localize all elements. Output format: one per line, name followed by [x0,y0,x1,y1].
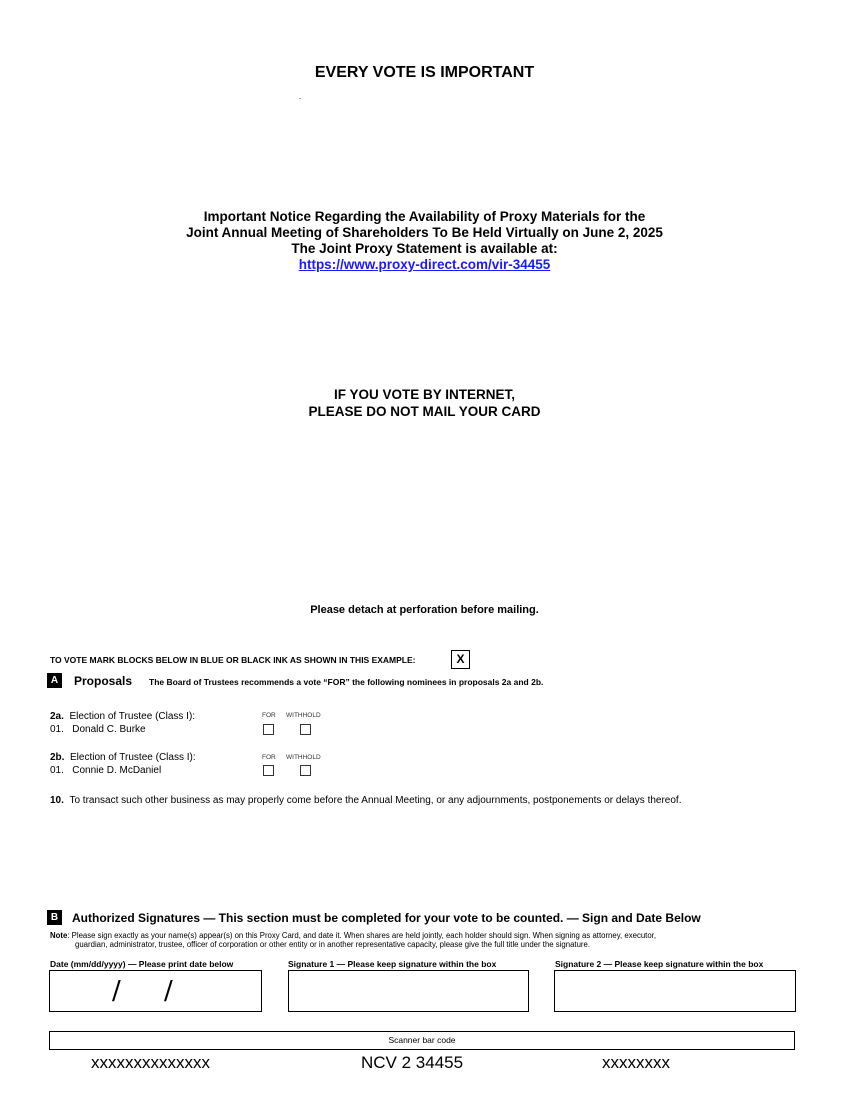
code-center: NCV 2 34455 [361,1053,464,1072]
proposal-2a-number: 2a. [50,711,64,722]
internet-line-1: IF YOU VOTE BY INTERNET, [333,387,516,402]
scanner-bar-code: Scanner bar code [49,1031,795,1050]
page-title: EVERY VOTE IS IMPORTANT [314,64,535,81]
signature-2-label: Signature 2 — Please keep signature within the box [555,959,764,969]
proposal-2a-withhold-checkbox[interactable] [300,724,311,735]
signature-1-box[interactable] [288,970,529,1012]
proposal-10-number: 10. [50,795,64,806]
signatures-title: Authorized Signatures — This section must be completed for your vote to be counted. — Sign and Date Below [72,911,701,925]
proposals-subtitle: The Board of Trustees recommends a vote “FOR” the following nominees in proposals 2a and 2b. [149,677,544,687]
proposals-title: Proposals [74,674,133,688]
code-left: xxxxxxxxxxxxxx [91,1053,210,1072]
proxy-statement-link[interactable]: https://www.proxy-direct.com/vir-34455 [298,257,551,272]
proposal-2a-nominee-number: 01. [50,724,64,735]
proposal-2b-nominee: Connie D. McDaniel [72,765,162,776]
example-mark-box: X [451,650,470,669]
notice-line-3: The Joint Proxy Statement is available at: [291,241,558,256]
proxy-notice [0,209,849,273]
proposal-2b-nominee-number: 01. [50,765,64,776]
proposal-2b-for-label: FOR [262,754,276,761]
notice-line-2: Joint Annual Meeting of Shareholders To Be Held Virtually on June 2, 2025 [186,225,663,240]
date-separator-2: / [164,976,173,1006]
section-a-badge: A [47,673,62,688]
proposal-2b-withhold-label: WITHHOLD [286,754,321,761]
proposal-2b-description: Election of Trustee (Class I): [70,752,196,763]
date-input-box[interactable] [49,970,262,1012]
proposal-2a-nominee: Donald C. Burke [72,724,146,735]
proposal-2b-number: 2b. [50,752,65,763]
proposal-2a-for-checkbox[interactable] [263,724,274,735]
proposal-2a-description: Election of Trustee (Class I): [69,711,196,722]
signature-1-label: Signature 1 — Please keep signature within the box [288,959,497,969]
detach-instruction: Please detach at perforation before mailing. [310,604,539,616]
proposal-2b-withhold-checkbox[interactable] [300,765,311,776]
proposal-2a-for-label: FOR [262,712,276,719]
proposal-2a [50,710,195,736]
code-right: xxxxxxxx [602,1053,670,1072]
proposal-2b-for-checkbox[interactable] [263,765,274,776]
note-text-2: guardian, administrator, trustee, officer of corporation or other entity or in another representative capacity, please give the full title under the signature. [75,940,591,949]
note-label: Note [50,931,68,940]
signature-2-box[interactable] [554,970,796,1012]
note-text-1: : Please sign exactly as your name(s) appear(s) on this Proxy Card, and date it. When shares are held jointly, each holder should sign. When signing as attorney, executor, [67,931,657,940]
proposal-2b [50,751,196,777]
proposal-10 [50,794,681,807]
notice-line-1: Important Notice Regarding the Availability of Proxy Materials for the [203,209,646,224]
proposal-10-text: To transact such other business as may properly come before the Annual Meeting, or any adjournments, postponements or delays thereof. [69,795,682,806]
internet-line-2: PLEASE DO NOT MAIL YOUR CARD [308,404,541,419]
internet-warning [0,386,849,420]
proposal-2a-withhold-label: WITHHOLD [286,712,321,719]
stray-dot: . [299,92,302,101]
date-label: Date (mm/dd/yyyy) — Please print date below [50,959,234,969]
vote-example-text: TO VOTE MARK BLOCKS BELOW IN BLUE OR BLACK INK AS SHOWN IN THIS EXAMPLE: [50,655,416,665]
date-separator-1: / [112,976,121,1006]
signature-note [50,931,790,949]
section-b-badge: B [47,910,62,925]
